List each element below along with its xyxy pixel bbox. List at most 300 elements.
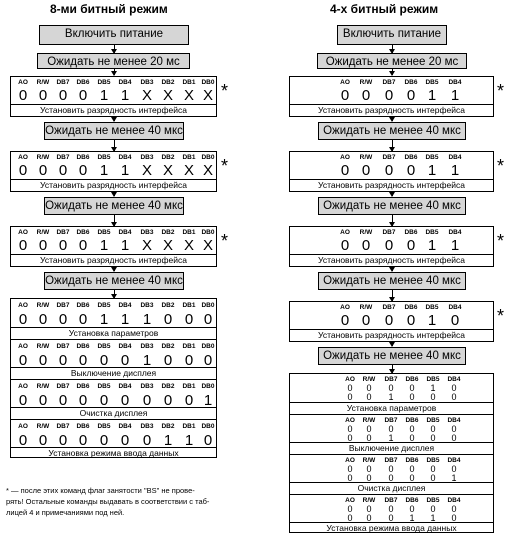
left-bit: 0 (58, 237, 68, 254)
left-header: DB6 (76, 154, 90, 161)
right-cmd-header: AO (345, 497, 355, 504)
left-cmd-header: DB5 (97, 423, 111, 430)
right-cmd-bit: 0 (451, 424, 457, 434)
right-cmd-bit: 0 (347, 383, 353, 393)
left-cmd-header: R/W (36, 423, 50, 430)
right-bit: 1 (427, 87, 437, 104)
left-cmd-header: DB3 (140, 343, 154, 350)
left-cmd-header: AO (18, 302, 28, 309)
command-caption-right: Очистка дисплея (290, 482, 493, 494)
left-cmd-bit: 0 (163, 352, 173, 369)
command-right (290, 374, 493, 414)
left-cmd-header: DB1 (182, 302, 196, 309)
right-cmd-header: DB5 (426, 417, 440, 424)
left-header: DB1 (182, 154, 196, 161)
wait-40us-box-right: Ожидать не менее 40 мкс (318, 197, 466, 215)
left-cmd-header: DB0 (201, 423, 215, 430)
left-cmd-header: DB7 (56, 302, 70, 309)
right-header: DB5 (425, 304, 439, 311)
left-header: DB1 (182, 229, 196, 236)
wait-40us-box-left: Ожидать не менее 40 мкс (44, 272, 184, 290)
right-cmd-bit: 0 (409, 383, 415, 393)
left-bit: 1 (99, 87, 109, 104)
right-cmd-header: DB7 (384, 376, 398, 383)
left-cmd-bit: 0 (184, 392, 194, 409)
init-caption-right: Установить разрядность интерфейса (290, 254, 493, 266)
wait-20ms-box-right: Ожидать не менее 20 мс (317, 53, 467, 69)
right-cmd-bit: 0 (366, 424, 372, 434)
left-header: R/W (36, 154, 50, 161)
left-cmd-bit: 0 (38, 311, 48, 328)
left-bit: 0 (18, 87, 28, 104)
right-cmd-bit: 0 (451, 383, 457, 393)
right-cmd-header: AO (345, 457, 355, 464)
left-cmd-header: R/W (36, 343, 50, 350)
right-header: DB7 (382, 154, 396, 161)
right-bit: 0 (406, 312, 416, 329)
left-bit: 0 (38, 87, 48, 104)
left-cmd-header: DB5 (97, 302, 111, 309)
wait-40us-box-left: Ожидать не менее 40 мкс (44, 197, 184, 215)
left-header: DB4 (118, 79, 132, 86)
footnote (6, 485, 296, 518)
right-header: DB5 (425, 79, 439, 86)
left-cmd-bit: 0 (203, 311, 213, 328)
left-header: DB4 (118, 154, 132, 161)
right-bit: 0 (384, 87, 394, 104)
left-header: R/W (36, 79, 50, 86)
left-header: AO (18, 154, 28, 161)
right-header: DB6 (404, 229, 418, 236)
left-cmd-header: DB4 (118, 423, 132, 430)
right-cmd-bit: 0 (366, 513, 372, 523)
star-marker: * (497, 156, 505, 176)
command-left (11, 339, 216, 379)
left-bit: X (183, 237, 195, 254)
left-bit: 0 (78, 87, 88, 104)
left-cmd-header: AO (18, 343, 28, 350)
left-bit: X (162, 87, 174, 104)
right-cmd-bit: 0 (388, 513, 394, 523)
left-bit: 0 (78, 237, 88, 254)
right-cmd-header: DB7 (384, 497, 398, 504)
command-caption-left: Выключение дисплея (11, 367, 216, 379)
right-cmd-bit: 0 (347, 513, 353, 523)
right-header: DB5 (425, 229, 439, 236)
left-cmd-bit: 1 (163, 432, 173, 449)
right-cmd-bit: 0 (451, 504, 457, 514)
left-cmd-header: DB4 (118, 383, 132, 390)
right-cmd-header: R/W (362, 497, 376, 504)
left-cmd-header: DB2 (161, 383, 175, 390)
arrow (392, 117, 393, 121)
left-cmd-bit: 0 (184, 352, 194, 369)
left-header: DB5 (97, 79, 111, 86)
left-header: DB3 (140, 79, 154, 86)
left-bit: 0 (78, 162, 88, 179)
arrow (114, 267, 115, 271)
left-header: AO (18, 79, 28, 86)
right-header: AO (340, 79, 350, 86)
right-cmd-bit: 0 (409, 392, 415, 402)
wait-40us-box-right: Ожидать не менее 40 мкс (318, 272, 466, 290)
init-block-right (289, 226, 494, 267)
right-header: DB5 (425, 154, 439, 161)
left-cmd-bit: 0 (120, 392, 130, 409)
star-marker: * (221, 156, 229, 176)
star-marker: * (497, 231, 505, 251)
command-caption-right: Установка режима ввода данных (290, 522, 493, 534)
left-bit: X (202, 87, 214, 104)
right-bit: 0 (361, 312, 371, 329)
right-cmd-bit: 0 (430, 473, 436, 483)
arrow (114, 117, 115, 121)
left-cmd-header: DB6 (76, 343, 90, 350)
left-cmd-bit: 0 (78, 392, 88, 409)
right-bit: 0 (406, 237, 416, 254)
right-cmd-bit: 0 (451, 433, 457, 443)
left-cmd-bit: 0 (99, 352, 109, 369)
right-cmd-bit: 0 (347, 433, 353, 443)
footnote-line-2: рять! Остальные команды выдавать в соответствии с таб- (6, 497, 210, 506)
left-cmd-bit: 0 (78, 311, 88, 328)
right-cmd-header: R/W (362, 417, 376, 424)
left-header: DB2 (161, 79, 175, 86)
left-cmd-header: AO (18, 423, 28, 430)
right-cmd-bit: 0 (347, 504, 353, 514)
right-header: DB7 (382, 304, 396, 311)
left-header: DB2 (161, 229, 175, 236)
wait-40us-box-right: Ожидать не менее 40 мкс (318, 122, 466, 140)
left-cmd-bit: 1 (142, 352, 152, 369)
arrow (114, 290, 115, 298)
power-on-box-right: Включить питание (337, 25, 447, 45)
left-cmd-bit: 0 (58, 432, 68, 449)
left-cmd-bit: 0 (163, 311, 173, 328)
left-header: AO (18, 229, 28, 236)
right-header: R/W (359, 79, 373, 86)
right-cmd-bit: 0 (430, 433, 436, 443)
right-cmd-bit: 0 (366, 473, 372, 483)
left-cmd-bit: 0 (78, 352, 88, 369)
left-cmd-bit: 0 (203, 432, 213, 449)
right-header: R/W (359, 229, 373, 236)
left-bit: 1 (120, 162, 130, 179)
command-caption-left: Установка режима ввода данных (11, 447, 216, 459)
left-header: DB0 (201, 154, 215, 161)
init-block-right (289, 151, 494, 192)
left-cmd-header: DB2 (161, 302, 175, 309)
right-bit: 0 (340, 237, 350, 254)
left-cmd-bit: 0 (18, 392, 28, 409)
right-bit: 0 (340, 162, 350, 179)
left-cmd-bit: 0 (184, 311, 194, 328)
left-cmd-header: DB1 (182, 383, 196, 390)
left-cmd-header: DB6 (76, 423, 90, 430)
right-cmd-bit: 0 (388, 473, 394, 483)
right-cmd-bit: 0 (451, 513, 457, 523)
right-cmd-header: DB4 (447, 376, 461, 383)
left-header: DB3 (140, 154, 154, 161)
left-bit: X (202, 162, 214, 179)
arrow (392, 290, 393, 301)
left-cmd-bit: 1 (120, 311, 130, 328)
wait-40us-box-left: Ожидать не менее 40 мкс (44, 122, 184, 140)
right-cmd-bit: 1 (451, 473, 457, 483)
right-cmd-bit: 0 (409, 473, 415, 483)
footnote-line-1: * — после этих команд флаг занятости "BS" не прове- (6, 486, 195, 495)
left-header: DB3 (140, 229, 154, 236)
star-marker: * (497, 306, 505, 326)
left-header: DB0 (201, 229, 215, 236)
right-header: AO (340, 304, 350, 311)
left-bit: 1 (99, 237, 109, 254)
right-cmd-bit: 0 (388, 383, 394, 393)
left-cmd-bit: 0 (163, 392, 173, 409)
left-cmd-header: DB7 (56, 423, 70, 430)
left-cmd-header: DB3 (140, 383, 154, 390)
right-header: AO (340, 229, 350, 236)
right-cmd-bit: 1 (430, 513, 436, 523)
right-header: AO (340, 154, 350, 161)
left-cmd-header: DB7 (56, 383, 70, 390)
left-cmd-bit: 0 (99, 432, 109, 449)
right-header: DB4 (448, 229, 462, 236)
right-header: DB6 (404, 154, 418, 161)
command-caption-left: Установка параметров (11, 327, 216, 339)
right-bit: 1 (450, 87, 460, 104)
right-header: DB7 (382, 229, 396, 236)
right-cmd-header: DB4 (447, 417, 461, 424)
init-block-left (10, 226, 217, 267)
right-cmd-bit: 0 (366, 504, 372, 514)
left-cmd-header: DB1 (182, 343, 196, 350)
init-caption-left: Установить разрядность интерфейса (11, 104, 216, 116)
command-right (290, 494, 493, 534)
left-cmd-header: AO (18, 383, 28, 390)
right-bit: 0 (384, 237, 394, 254)
left-cmd-bit: 0 (78, 432, 88, 449)
command-left (11, 299, 216, 339)
right-bit: 0 (406, 87, 416, 104)
right-cmd-header: DB6 (405, 417, 419, 424)
commands-block-right (289, 373, 494, 533)
left-header: DB7 (56, 154, 70, 161)
right-header: DB4 (448, 304, 462, 311)
left-cmd-bit: 0 (120, 352, 130, 369)
left-cmd-header: R/W (36, 383, 50, 390)
left-cmd-header: DB7 (56, 343, 70, 350)
left-header: DB4 (118, 229, 132, 236)
command-left (11, 419, 216, 459)
right-cmd-header: DB7 (384, 417, 398, 424)
right-cmd-bit: 0 (409, 424, 415, 434)
right-cmd-header: DB4 (447, 457, 461, 464)
left-cmd-header: DB0 (201, 343, 215, 350)
left-cmd-header: DB5 (97, 383, 111, 390)
left-cmd-header: R/W (36, 302, 50, 309)
left-bit: 1 (99, 162, 109, 179)
footnote-line-3: лицей 4 и примечаниями под ней. (6, 508, 125, 517)
right-title: 4-х битный режим (330, 2, 439, 16)
left-cmd-header: DB5 (97, 343, 111, 350)
right-cmd-bit: 0 (451, 392, 457, 402)
right-bit: 0 (340, 312, 350, 329)
right-cmd-header: DB6 (405, 497, 419, 504)
right-cmd-bit: 0 (430, 504, 436, 514)
init-block-left (10, 76, 217, 117)
right-cmd-bit: 0 (388, 424, 394, 434)
right-bit: 0 (361, 87, 371, 104)
right-cmd-header: DB4 (447, 497, 461, 504)
init-caption-left: Установить разрядность интерфейса (11, 254, 216, 266)
right-cmd-bit: 0 (409, 433, 415, 443)
left-cmd-bit: 0 (38, 392, 48, 409)
left-bit: 1 (120, 87, 130, 104)
arrow (114, 69, 115, 75)
left-bit: 0 (38, 162, 48, 179)
left-cmd-header: DB6 (76, 383, 90, 390)
left-cmd-header: DB2 (161, 343, 175, 350)
left-cmd-bit: 0 (58, 392, 68, 409)
commands-block-left (10, 298, 217, 458)
right-cmd-bit: 0 (409, 504, 415, 514)
init-block-right (289, 76, 494, 117)
wait-20ms-box-left: Ожидать не менее 20 мс (37, 53, 190, 69)
init-caption-right: Установить разрядность интерфейса (290, 179, 493, 191)
left-bit: 0 (18, 162, 28, 179)
right-cmd-header: R/W (362, 457, 376, 464)
arrow (114, 192, 115, 196)
star-marker: * (497, 81, 505, 101)
right-cmd-bit: 1 (388, 392, 394, 402)
right-cmd-bit: 0 (366, 433, 372, 443)
left-cmd-header: DB4 (118, 302, 132, 309)
left-header: DB6 (76, 79, 90, 86)
right-cmd-bit: 0 (366, 464, 372, 474)
right-cmd-bit: 0 (388, 464, 394, 474)
left-cmd-bit: 1 (184, 432, 194, 449)
left-header: DB7 (56, 229, 70, 236)
right-cmd-header: DB6 (405, 457, 419, 464)
left-bit: X (202, 237, 214, 254)
left-bit: 0 (18, 237, 28, 254)
init-caption-right: Установить разрядность интерфейса (290, 104, 493, 116)
right-header: R/W (359, 154, 373, 161)
left-cmd-header: DB0 (201, 302, 215, 309)
left-header: R/W (36, 229, 50, 236)
init-block-right (289, 301, 494, 342)
arrow (392, 365, 393, 373)
left-cmd-bit: 0 (38, 352, 48, 369)
left-header: DB6 (76, 229, 90, 236)
right-cmd-bit: 1 (430, 383, 436, 393)
init-caption-right: Установить разрядность интерфейса (290, 329, 493, 341)
left-bit: X (141, 87, 153, 104)
right-cmd-bit: 0 (430, 392, 436, 402)
arrow (392, 45, 393, 53)
left-header: DB2 (161, 154, 175, 161)
arrow (392, 69, 393, 75)
right-bit: 1 (450, 237, 460, 254)
right-cmd-bit: 0 (347, 464, 353, 474)
right-cmd-header: R/W (362, 376, 376, 383)
left-cmd-bit: 0 (142, 432, 152, 449)
left-bit: 0 (58, 87, 68, 104)
left-cmd-bit: 0 (142, 392, 152, 409)
right-bit: 0 (361, 162, 371, 179)
right-cmd-bit: 0 (347, 392, 353, 402)
star-marker: * (221, 81, 229, 101)
right-header: DB4 (448, 154, 462, 161)
left-bit: X (162, 237, 174, 254)
right-bit: 1 (427, 312, 437, 329)
right-cmd-bit: 1 (388, 433, 394, 443)
right-bit: 1 (427, 162, 437, 179)
left-cmd-header: DB4 (118, 343, 132, 350)
left-cmd-bit: 1 (99, 311, 109, 328)
right-header: DB6 (404, 79, 418, 86)
left-header: DB0 (201, 79, 215, 86)
left-cmd-bit: 1 (203, 392, 213, 409)
command-right (290, 454, 493, 494)
left-cmd-header: DB1 (182, 423, 196, 430)
arrow (392, 215, 393, 226)
right-bit: 0 (384, 312, 394, 329)
arrow (392, 342, 393, 346)
star-marker: * (221, 231, 229, 251)
wait-40us-box-right: Ожидать не менее 40 мкс (318, 347, 466, 365)
right-cmd-header: DB6 (405, 376, 419, 383)
right-bit: 0 (450, 312, 460, 329)
command-caption-right: Установка параметров (290, 402, 493, 414)
arrow (114, 215, 115, 226)
left-bit: X (183, 87, 195, 104)
left-bit: X (183, 162, 195, 179)
arrow (392, 267, 393, 271)
arrow (114, 140, 115, 151)
left-cmd-bit: 1 (142, 311, 152, 328)
arrow (392, 140, 393, 151)
left-cmd-bit: 0 (18, 311, 28, 328)
right-cmd-bit: 0 (451, 464, 457, 474)
command-caption-left: Очистка дисплея (11, 407, 216, 419)
left-bit: 0 (38, 237, 48, 254)
right-bit: 1 (450, 162, 460, 179)
right-header: R/W (359, 304, 373, 311)
left-bit: 0 (58, 162, 68, 179)
right-bit: 0 (406, 162, 416, 179)
left-header: DB7 (56, 79, 70, 86)
command-caption-right: Выключение дисплея (290, 442, 493, 454)
right-cmd-bit: 0 (366, 392, 372, 402)
left-cmd-bit: 0 (58, 352, 68, 369)
left-bit: X (141, 162, 153, 179)
left-bit: X (141, 237, 153, 254)
left-header: DB5 (97, 154, 111, 161)
left-cmd-bit: 0 (99, 392, 109, 409)
left-cmd-bit: 0 (120, 432, 130, 449)
right-bit: 0 (340, 87, 350, 104)
left-title: 8-ми битный режим (50, 2, 168, 16)
left-bit: X (162, 162, 174, 179)
left-cmd-header: DB2 (161, 423, 175, 430)
power-on-box-left: Включить питание (39, 25, 189, 45)
right-cmd-header: DB5 (426, 497, 440, 504)
right-cmd-bit: 1 (409, 513, 415, 523)
left-cmd-header: DB3 (140, 423, 154, 430)
left-header: DB1 (182, 79, 196, 86)
